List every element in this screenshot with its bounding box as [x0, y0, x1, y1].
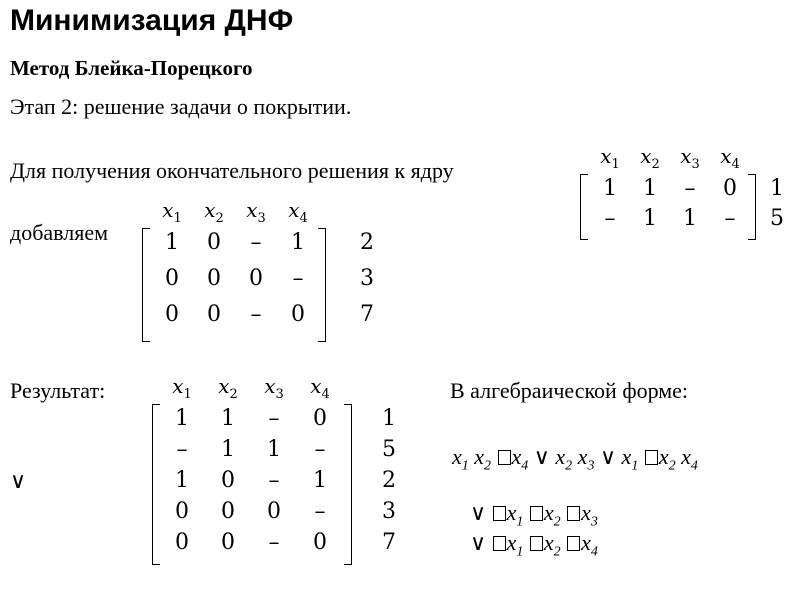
matrix-cell: 1 — [165, 230, 179, 255]
matrix-cell: 1 — [643, 206, 657, 231]
matrix-cell: – — [250, 230, 262, 255]
literal: $x_4$ — [581, 530, 598, 560]
negation-box-icon — [645, 450, 658, 465]
stage-text: Этап 2: решение задачи о покрытии. — [10, 94, 352, 119]
or-operator: ∨ — [599, 444, 622, 469]
matrix-cell: 0 — [165, 266, 179, 291]
row-weight: 3 — [382, 499, 396, 524]
matrix-cell: 0 — [207, 266, 221, 291]
matrix-cell: 1 — [683, 206, 697, 231]
negation-box-icon — [498, 450, 511, 465]
variable-label: $x_3$ — [680, 144, 700, 172]
variable-label: $x_2$ — [204, 198, 224, 226]
matrix-cell: 0 — [723, 176, 737, 201]
alg-line-3 — [470, 530, 598, 560]
variable-label: $x_3$ — [264, 374, 284, 402]
algebraic-label: В алгебраической форме: — [450, 378, 689, 403]
matrix-cell: – — [250, 302, 262, 327]
row-weight: 1 — [382, 406, 396, 431]
or-operator: ∨ — [470, 500, 492, 525]
literal: $x_1$ — [506, 530, 524, 560]
matrix-cell: 1 — [175, 468, 189, 493]
matrix-cell: 1 — [221, 406, 235, 431]
matrix-cell: 0 — [175, 499, 189, 524]
page-title: Минимизация ДНФ — [10, 4, 294, 37]
literal: $x_2$ — [555, 444, 573, 474]
variable-label: $x_1$ — [600, 144, 620, 172]
matrix-left-bracket — [142, 228, 150, 342]
matrix-cell: – — [314, 499, 326, 524]
literal: $x_1$ — [506, 500, 524, 530]
row-weight: 2 — [382, 468, 396, 493]
or-operator: ∨ — [470, 530, 492, 555]
row-weight: 7 — [360, 302, 374, 327]
variable-label: $x_2$ — [218, 374, 238, 402]
add-text: добавляем — [10, 220, 109, 245]
variable-label: $x_3$ — [246, 198, 266, 226]
matrix-cell: 1 — [267, 437, 281, 462]
matrix-cell: 0 — [221, 499, 235, 524]
matrix-cell: 0 — [267, 499, 281, 524]
negation-box-icon — [567, 506, 580, 521]
variable-label: $x_2$ — [640, 144, 660, 172]
row-weight: 2 — [360, 230, 374, 255]
core-text: Для получения окончательного решения к ядру — [10, 158, 454, 183]
matrix-cell: 0 — [291, 302, 305, 327]
or-symbol: ∨ — [10, 468, 27, 493]
negation-box-icon — [493, 536, 506, 551]
matrix-cell: – — [604, 206, 616, 231]
variable-label: $x_4$ — [288, 198, 308, 226]
literal: $x_2$ — [474, 444, 492, 474]
matrix-cell: 0 — [313, 406, 327, 431]
variable-label: $x_1$ — [162, 198, 182, 226]
matrix-cell: 0 — [249, 266, 263, 291]
matrix-cell: 1 — [643, 176, 657, 201]
literal: $x_1$ — [452, 444, 469, 474]
alg-line-2 — [470, 500, 598, 530]
literal: $x_2$ — [658, 444, 676, 474]
literal: $x_2$ — [543, 530, 561, 560]
matrix-right-bracket — [318, 228, 326, 342]
literal: $x_4$ — [511, 444, 529, 474]
matrix-cell: – — [268, 406, 280, 431]
variable-label: $x_1$ — [172, 374, 192, 402]
literal: $x_2$ — [543, 500, 561, 530]
row-weight: 5 — [770, 206, 784, 231]
row-weight: 3 — [360, 266, 374, 291]
negation-box-icon — [530, 506, 543, 521]
matrix-cell: 1 — [175, 406, 189, 431]
matrix-cell: 1 — [313, 468, 327, 493]
literal: $x_4$ — [681, 444, 698, 474]
matrix-cell: – — [684, 176, 696, 201]
matrix-cell: 0 — [207, 302, 221, 327]
matrix-left-bracket — [580, 174, 588, 240]
matrix-cell: 1 — [221, 437, 235, 462]
matrix-cell: 0 — [165, 302, 179, 327]
matrix-right-bracket — [344, 404, 352, 565]
alg-line-1 — [452, 444, 698, 474]
or-operator: ∨ — [533, 444, 556, 469]
matrix-cell: 0 — [175, 530, 189, 555]
method-subtitle: Метод Блейка-Порецкого — [10, 56, 253, 80]
matrix-cell: – — [724, 206, 736, 231]
matrix-cell: 0 — [313, 530, 327, 555]
matrix-cell: 0 — [207, 230, 221, 255]
matrix-cell: 1 — [291, 230, 305, 255]
matrix-left-bracket — [152, 404, 160, 565]
variable-label: $x_4$ — [720, 144, 740, 172]
row-weight: 1 — [770, 176, 784, 201]
row-weight: 5 — [382, 437, 396, 462]
literal: $x_3$ — [577, 444, 595, 474]
matrix-cell: – — [292, 266, 304, 291]
variable-label: $x_4$ — [310, 374, 330, 402]
matrix-cell: 0 — [221, 468, 235, 493]
literal: $x_1$ — [621, 444, 639, 474]
result-label: Результат: — [10, 378, 106, 403]
matrix-cell: 1 — [603, 176, 617, 201]
matrix-cell: – — [176, 437, 188, 462]
matrix-cell: – — [268, 530, 280, 555]
matrix-cell: – — [314, 437, 326, 462]
negation-box-icon — [567, 536, 580, 551]
negation-box-icon — [530, 536, 543, 551]
matrix-cell: 0 — [221, 530, 235, 555]
literal: $x_3$ — [581, 500, 598, 530]
matrix-cell: – — [268, 468, 280, 493]
negation-box-icon — [493, 506, 506, 521]
row-weight: 7 — [382, 530, 396, 555]
